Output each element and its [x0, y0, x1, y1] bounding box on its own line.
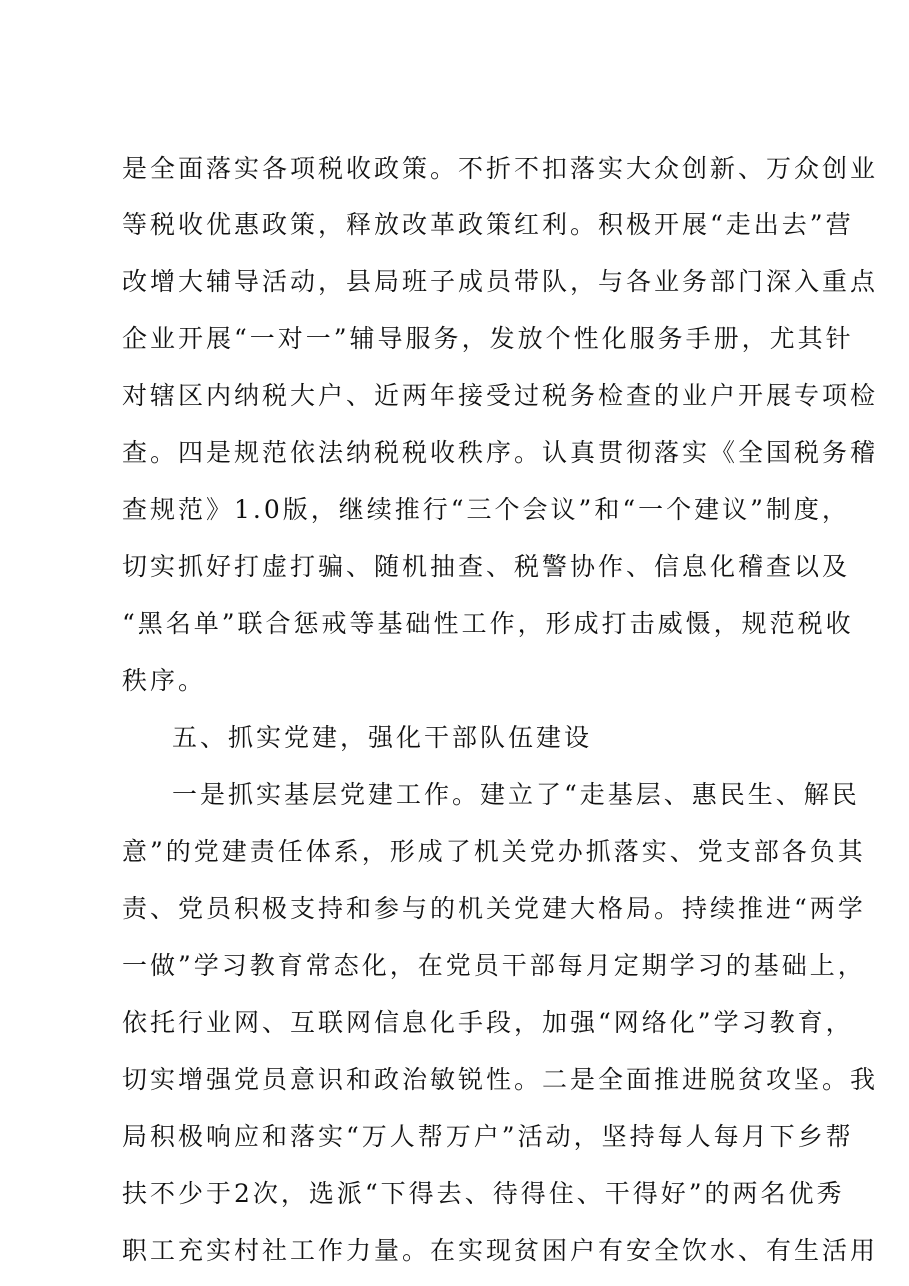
text-line: 一是抓实基层党建工作。建立了“走基层、惠民生、解民	[172, 780, 860, 809]
text-line: 企业开展“一对一”辅导服务，发放个性化服务手册，尤其针	[122, 324, 854, 353]
text-line: 查。四是规范依法纳税税收秩序。认真贯彻落实《全国税务稽	[122, 438, 879, 467]
text-line: 等税收优惠政策，释放改革政策红利。积极开展“走出去”营	[122, 210, 854, 239]
text-line: 对辖区内纳税大户、近两年接受过税务检查的业户开展专项检	[122, 381, 879, 410]
text-line: 查规范》1.0版，继续推行“三个会议”和“一个建议”制度，	[122, 495, 850, 524]
text-line: 职工充实村社工作力量。在实现贫困户有安全饮水、有生活用	[122, 1236, 879, 1265]
text-line: 切实增强党员意识和政治敏锐性。二是全面推进脱贫攻坚。我	[122, 1065, 879, 1094]
text-line: “黑名单”联合惩戒等基础性工作，形成打击威慑，规范税收	[122, 609, 854, 638]
text-line: 依托行业网、互联网信息化手段，加强“网络化”学习教育，	[122, 1008, 854, 1037]
text-line: 扶不少于2次，选派“下得去、待得住、干得好”的两名优秀	[122, 1179, 845, 1208]
section-heading: 五、抓实党建，强化干部队伍建设	[172, 723, 593, 752]
text-line: 局积极响应和落实“万人帮万户”活动，坚持每人每月下乡帮	[122, 1122, 854, 1151]
text-line: 责、党员积极支持和参与的机关党建大格局。持续推进“两学	[122, 894, 866, 923]
text-line: 一做”学习教育常态化，在党员干部每月定期学习的基础上，	[122, 951, 866, 980]
text-line: 是全面落实各项税收政策。不折不扣落实大众创新、万众创业	[122, 154, 879, 183]
text-line: 切实抓好打虚打骗、随机抽查、税警协作、信息化稽查以及	[122, 552, 851, 581]
text-line: 改增大辅导活动，县局班子成员带队，与各业务部门深入重点	[122, 267, 879, 296]
text-line: 意”的党建责任体系，形成了机关党办抓落实、党支部各负其	[122, 837, 866, 866]
text-line: 秩序。	[122, 666, 207, 695]
